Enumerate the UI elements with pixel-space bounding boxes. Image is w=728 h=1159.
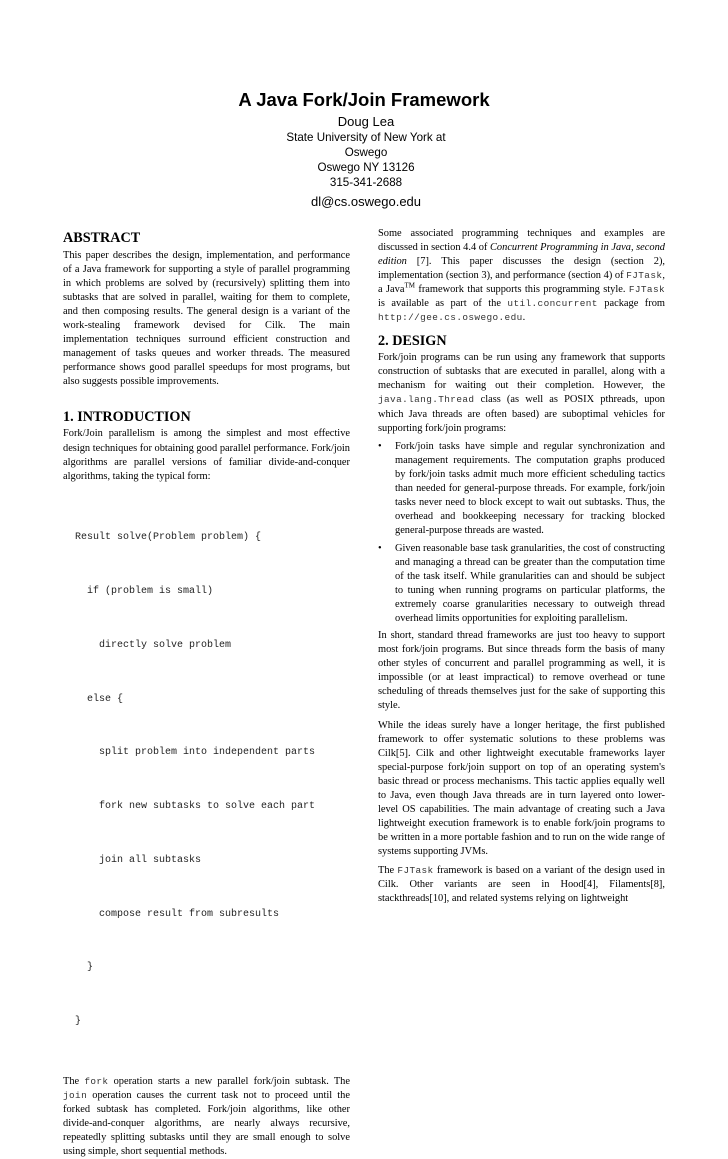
code-line: join all subtasks [63,854,202,866]
text-run: Fork/join programs can be run using any framework that supports construction of subtasks that are executed in parallel, along with a mechanism for waiting out their completion. However, the [378,352,665,392]
paper-header [0,88,728,112]
book-title: Concurrent Programming in Java, second edition [378,242,665,268]
paper-title: A Java Fork/Join Framework [238,89,490,110]
list-item [378,440,665,538]
inline-code: FJTask [626,270,663,282]
code-line: compose result from subresults [63,908,280,920]
text-run: [7]. This paper discusses the design (section 2), implementation (section 3), and performance (section 4) of [378,256,665,282]
code-line: directly solve problem [63,639,232,651]
design-paragraph [378,351,665,435]
text-run: framework that supports this programming style. [414,284,629,296]
author-email: dl@cs.oswego.edu [310,194,422,209]
text-run: package from [597,298,665,310]
design-paragraph: While the ideas surely have a longer heritage, the first published framework to offer systematic solutions to these problems was Cilk[5]. Cilk and other lightweight executable frameworks layer special-purpose fork/join support on top of an operating system's basic thread or process mechanisms. This tactic applies equally well to Java, even though Java threads are in turn layered onto lower-level OS capabilities. The main advantage of creating such a Java lightweight execution framework is to enable fork/join programs to be written in a more portable fashion and to run on the wide range of systems supporting JVMs. [378,719,665,857]
intro-continuation [378,227,665,325]
trademark: TM [404,281,415,290]
right-column [378,227,665,906]
abstract-heading: ABSTRACT [63,230,141,246]
design-paragraph [378,864,665,906]
list-item-text: Fork/join tasks have simple and regular synchronization and management requirements. The computation graphs produced by fork/join tasks admit much more efficient scheduling tactics than needed for general-purpose threads. For example, fork/join tasks never need to block except to wait out subtasks. Thus, the overhead and bookkeeping necessary for tracking blocked general-purpose threads are wasted. [395,440,665,536]
inline-code: fork [84,1075,109,1087]
code-line: else { [63,693,124,705]
text-run: class (as well as POSIX pthreads, upon which Java threads are often based) are suboptimal vehicles for supporting fork/join programs: [378,394,665,434]
code-listing [63,494,350,1067]
design-heading: 2. DESIGN [378,333,447,350]
list-item-text: Given reasonable base task granularities, the cost of constructing and managing a thread can be greater than the computation time of the task itself. While granularities can and should be subject to tuning when running programs on particular platforms, the extremely coarse granularities necessary to outweigh thread overhead limits opportunities for exploiting parallelism. [395,542,665,625]
inline-code: java.lang.Thread [378,394,475,406]
affiliation-line: State University of New York at [286,131,446,144]
design-paragraph: In short, standard thread frameworks are just too heavy to support most fork/join programs. But since threads form the basis of many other styles of concurrent and parallel programming as well, it is impossible (or at least impractical) to remove overhead or tune scheduling of threads themselves just for the sake of supporting this style. [378,630,665,712]
code-line: split problem into independent parts [63,747,316,759]
code-line: fork new subtasks to solve each part [63,801,316,813]
bullet-icon: • [378,440,382,452]
text-run: framework is based on a variant of the design used in Cilk. Other variants are seen in Hood[4], Filaments[8], stackthreads[10], and related systems relying on lightweight [378,864,665,905]
text-run: , a Java [378,270,665,296]
text-run: operation causes the current task not to proceed until the forked subtask has completed. Fork/join algorithms, like other divide-and-conquer algorithms, are nearly always recursive, repeatedly splitting subtasks until they are small enough to solve using simple, short sequential methods. [63,1089,350,1157]
code-line: Result solve(Problem problem) { [63,532,262,544]
introduction-heading: 1. INTRODUCTION [63,409,191,426]
author-block [246,114,486,212]
author-name: Doug Lea [337,114,395,129]
left-column [63,227,350,1159]
text-run: The [378,864,398,876]
inline-code: FJTask [397,864,434,876]
affiliation-line: Oswego NY 13126 [317,161,415,174]
text-run: operation starts a new parallel fork/join subtask. The [108,1075,350,1087]
affiliation-line: Oswego [344,146,388,159]
text-run: . [522,312,526,324]
design-bullet-list [378,440,665,627]
abstract-text: This paper describes the design, implementation, and performance of a Java framework for supporting a style of parallel programming in which problems are solved by (recursively) splitting them into subtasks that are solved in parallel, waiting for them to complete, and then composing results. The general design is a variant of the work-stealing framework devised for Cilk. The main implementation techniques surround efficient construction and management of tasks queues and worker threads. The measured performance shows good parallel speedups for most programs, but also suggests possible improvements. [63,250,350,388]
code-line: } [63,1015,82,1027]
list-item [378,542,665,626]
bullet-icon: • [378,542,382,554]
code-line: } [63,962,94,974]
code-line: if (problem is small) [63,586,214,598]
url-link[interactable]: http://gee.cs.oswego.edu [378,312,523,324]
inline-code: FJTask [628,284,665,296]
inline-code: util.concurrent [507,298,598,310]
fork-join-paragraph [63,1075,350,1159]
inline-code: join [63,1089,88,1101]
text-run: Some associated programming techniques and examples are discussed in section 4.4 of [378,228,665,254]
text-run: is available as part of the [378,298,508,310]
intro-paragraph: Fork/Join parallelism is among the simplest and most effective design techniques for obtaining good parallel performance. Fork/join algorithms are parallel versions of familiar divide-and-conquer algorithms, taking the typical form: [63,428,350,482]
text-run: The [63,1075,85,1087]
phone-number: 315-341-2688 [329,176,403,189]
